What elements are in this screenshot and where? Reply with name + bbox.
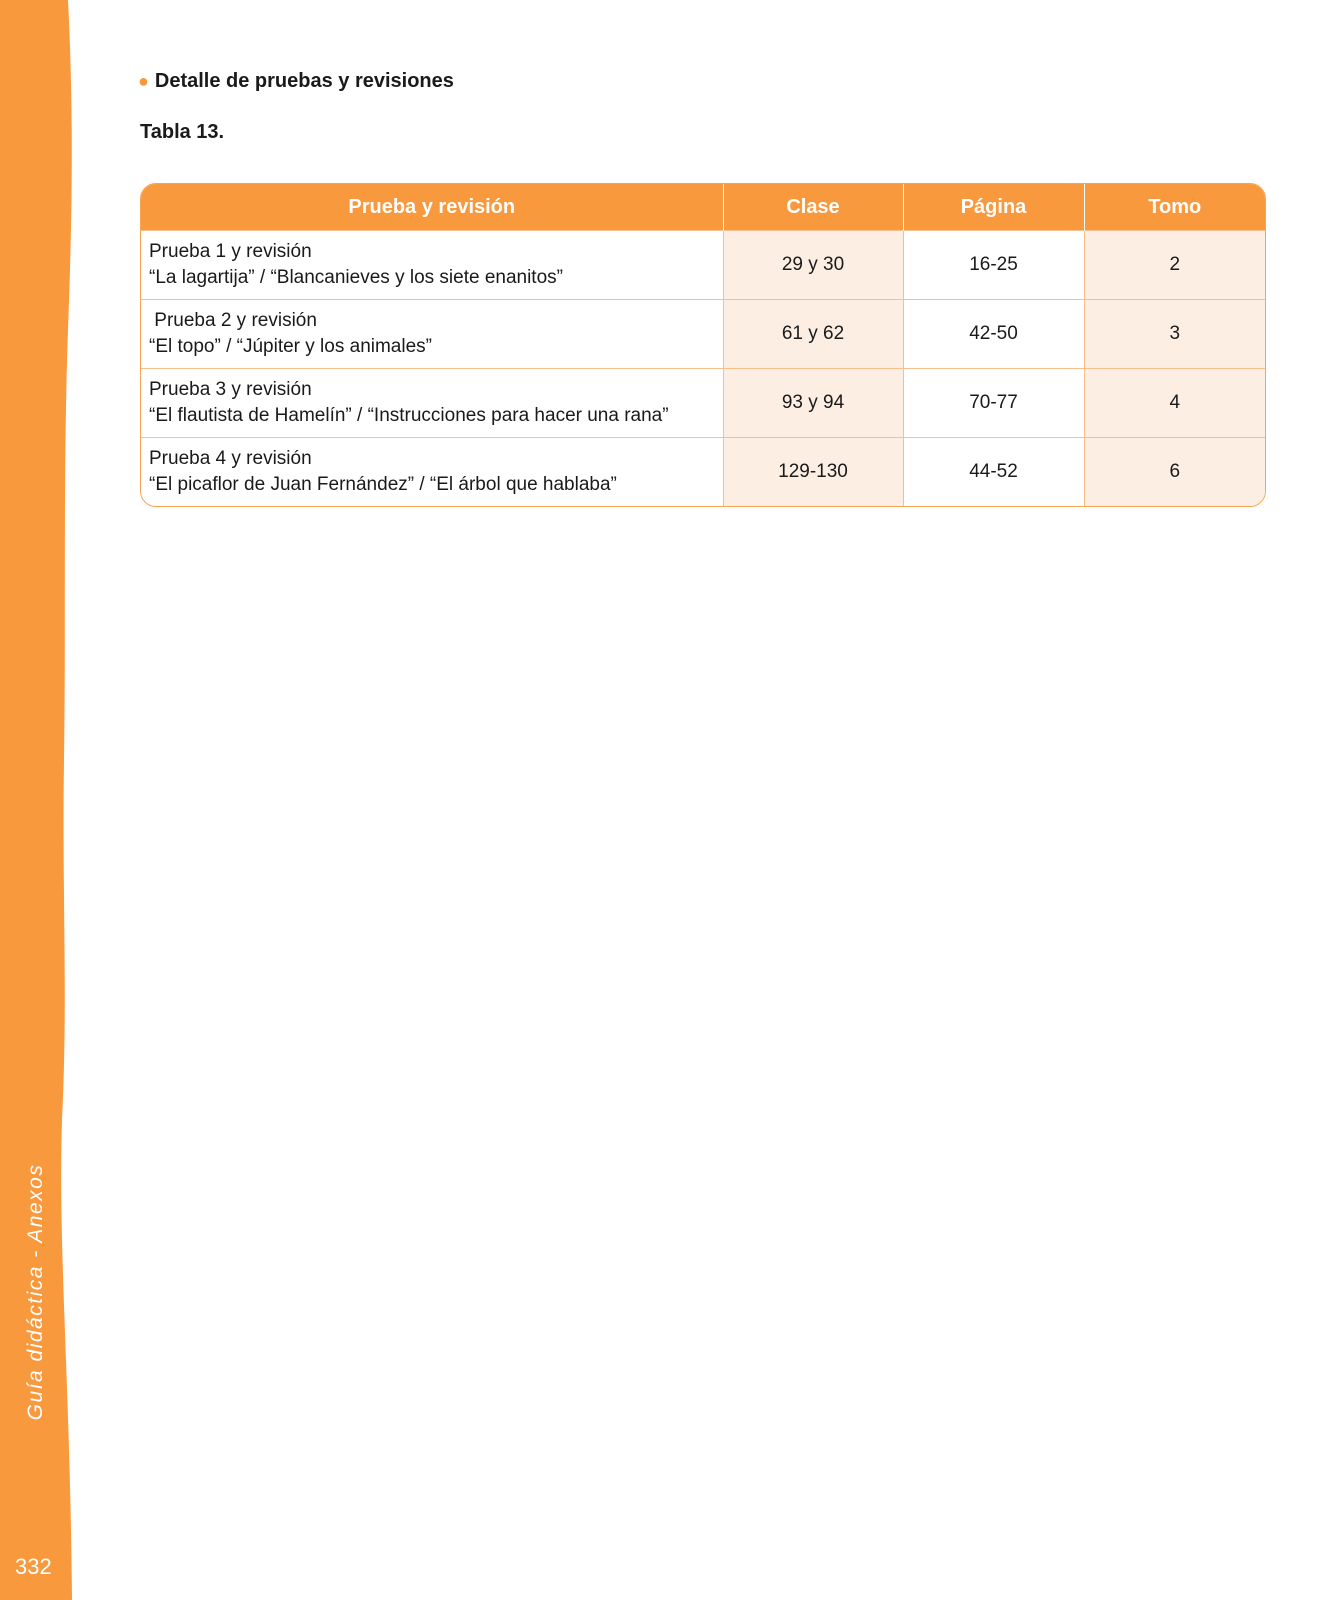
prueba-texts: “El flautista de Hamelín” / “Instrucciones para hacer una rana” (149, 405, 669, 426)
prueba-texts: “La lagartija” / “Blancanieves y los siete enanitos” (149, 267, 563, 288)
tests-table (140, 183, 1266, 507)
header-clase: Clase (723, 184, 903, 231)
cell-tomo: 4 (1084, 369, 1265, 438)
cell-pagina: 70-77 (903, 369, 1084, 438)
section-heading (138, 70, 454, 93)
table-header-row (141, 184, 1265, 231)
cell-clase: 129-130 (723, 438, 903, 507)
cell-clase: 29 y 30 (723, 231, 903, 300)
header-prueba: Prueba y revisión (141, 184, 723, 231)
cell-prueba (141, 300, 723, 369)
sidebar-label: Guía didáctica - Anexos (24, 1163, 47, 1421)
prueba-title: Prueba 2 y revisión (149, 310, 317, 331)
bullet-icon: ● (138, 71, 149, 91)
table-row (141, 438, 1265, 507)
prueba-texts: “El picaflor de Juan Fernández” / “El árbol que hablaba” (149, 474, 617, 495)
page-number: 332 (15, 1554, 52, 1579)
prueba-title: Prueba 3 y revisión (149, 379, 312, 400)
prueba-title: Prueba 1 y revisión (149, 241, 312, 262)
header-pagina: Página (903, 184, 1084, 231)
table-caption: Tabla 13. (140, 121, 225, 143)
section-heading-text: Detalle de pruebas y revisiones (154, 70, 454, 92)
table-row (141, 300, 1265, 369)
cell-clase: 61 y 62 (723, 300, 903, 369)
cell-prueba (141, 231, 723, 300)
prueba-title: Prueba 4 y revisión (149, 448, 312, 469)
table-row (141, 231, 1265, 300)
cell-pagina: 44-52 (903, 438, 1084, 507)
cell-clase: 93 y 94 (723, 369, 903, 438)
cell-pagina: 16-25 (903, 231, 1084, 300)
table-row (141, 369, 1265, 438)
cell-tomo: 3 (1084, 300, 1265, 369)
cell-prueba (141, 369, 723, 438)
cell-prueba (141, 438, 723, 507)
cell-pagina: 42-50 (903, 300, 1084, 369)
prueba-texts: “El topo” / “Júpiter y los animales” (149, 336, 432, 357)
header-tomo: Tomo (1084, 184, 1265, 231)
cell-tomo: 6 (1084, 438, 1265, 507)
cell-tomo: 2 (1084, 231, 1265, 300)
